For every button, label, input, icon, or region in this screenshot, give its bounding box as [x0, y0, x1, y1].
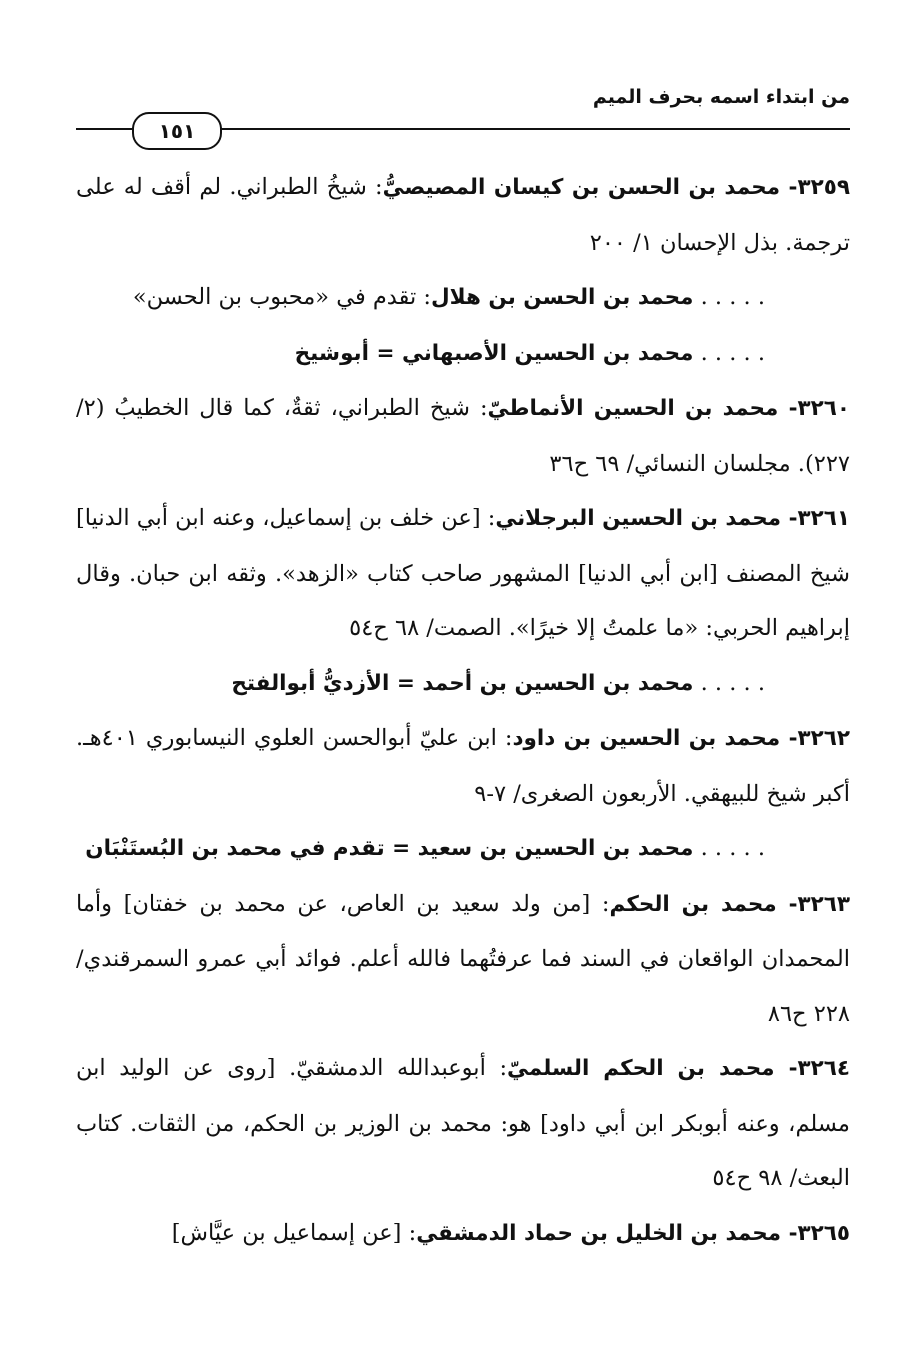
entry-label: ٣٢٦١- محمد بن الحسين البرجلاني: [495, 506, 850, 531]
entry-3259: [76, 160, 850, 270]
entry-label: ٣٢٦٢- محمد بن الحسين بن داود: [512, 726, 850, 751]
running-head: من ابتداء اسمه بحرف الميم: [592, 86, 850, 108]
entry-3265: [76, 1206, 850, 1262]
leader-dots: . . . . .: [700, 284, 765, 310]
cross-reference-entry: [76, 270, 850, 326]
entry-3260: [76, 381, 850, 491]
entries-list: [76, 160, 850, 1261]
entry-body: : ابن عليّ أبوالحسن العلوي النيسابوري ٤٠١هـ. أكبر شيخ للبيهقي. الأربعون الصغرى/ ٧-٩: [76, 725, 850, 807]
leader-dots: . . . . .: [700, 339, 765, 366]
entry-body: : [من ولد سعيد بن العاص، عن محمد بن خفتان] وأما المحمدان الواقعان في السند فما عرفتُهما فالله أعلم. فوائد أبي عمرو السمرقندي/ ٢٢٨ ح٨٦: [76, 890, 850, 1027]
entry-body: : [عن إسماعيل بن عيَّاش]: [171, 1219, 417, 1246]
cross-reference-entry: [76, 326, 850, 382]
entry-label: محمد بن الحسين بن سعيد = تقدم في محمد بن البُستَنْبَان: [85, 836, 694, 861]
cross-reference-entry: [76, 821, 850, 877]
entry-body: : تقدم في «محبوب بن الحسن»: [132, 284, 431, 310]
page-number: ١٥١: [132, 112, 222, 150]
entry-body: : [عن خلف بن إسماعيل، وعنه ابن أبي الدنيا] شيخ المصنف [ابن أبي الدنيا] المشهور صاحب كتاب «الزهد». وثقه ابن حبان. وقال إبراهيم الحربي: «ما علمتُ إلا خيرًا». الصمت/ ٦٨ ح٥٤: [76, 505, 850, 641]
entry-3262: [76, 711, 850, 821]
entry-label: ٣٢٦٤- محمد بن الحكم السلميّ: [507, 1056, 850, 1081]
entry-label: ٣٢٦٥- محمد بن الخليل بن حماد الدمشقي: [416, 1220, 850, 1246]
leader-dots: . . . . .: [700, 669, 765, 696]
entry-label: ٣٢٥٩- محمد بن الحسن بن كيسان المصيصيُّ: [382, 175, 850, 200]
entry-label: محمد بن الحسن بن هلال: [430, 285, 694, 310]
entry-3264: [76, 1041, 850, 1206]
entry-3261: [76, 491, 850, 656]
entry-body: : أبوعبدالله الدمشقيّ. [روى عن الوليد ابن مسلم، وعنه أبوبكر ابن أبي داود] هو: محمد بن الوزير بن الحكم، من الثقات. كتاب البعث/ ٩٨ ح٥٤: [76, 1055, 850, 1191]
cross-reference-entry: [76, 656, 850, 712]
entry-label: محمد بن الحسين الأصبهاني = أبوشيخ: [294, 340, 694, 366]
entry-3263: [76, 877, 850, 1042]
entry-body: : شيخُ الطبراني. لم أقف له على ترجمة. بذل الإحسان ١/ ٢٠٠: [76, 174, 850, 256]
entry-label: ٣٢٦٣- محمد بن الحكم: [609, 891, 850, 917]
leader-dots: . . . . .: [700, 835, 765, 861]
entry-label: محمد بن الحسين بن أحمد = الأزديُّ أبوالفتح: [231, 670, 694, 696]
entry-label: ٣٢٦٠- محمد بن الحسين الأنماطيّ: [487, 396, 850, 421]
entry-body: : شيخ الطبراني، ثقةٌ، كما قال الخطيبُ (٢/ ٢٢٧). مجلسان النسائي/ ٦٩ ح٣٦: [76, 395, 850, 477]
